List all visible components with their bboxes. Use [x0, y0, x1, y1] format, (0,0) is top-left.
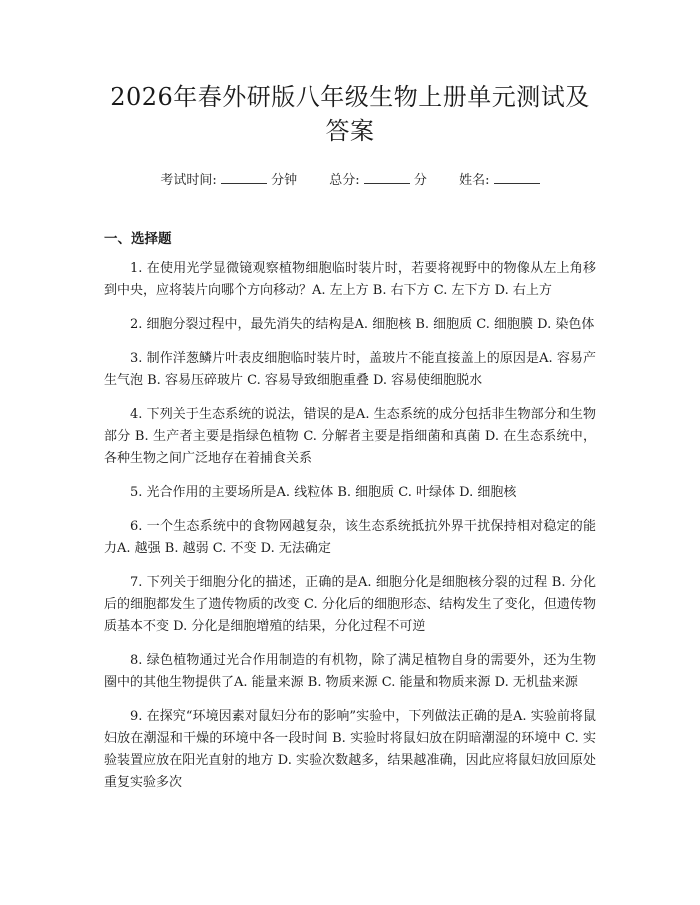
exam-time-label: 考试时间:	[160, 173, 217, 188]
exam-time-unit: 分钟	[271, 173, 298, 188]
question-item: 4. 下列关于生态系统的说法，错误的是A. 生态系统的成分包括非生物部分和生物部分 B. 生产者主要是指绿色植物 C. 分解者主要是指细菌和真菌 D. 在生态系统中，各种生物之间广泛地存在着捕食关系	[104, 407, 596, 466]
question-item: 2. 细胞分裂过程中，最先消失的结构是A. 细胞核 B. 细胞质 C. 细胞膜 D. 染色体	[130, 317, 595, 332]
question-item: 3. 制作洋葱鳞片叶表皮细胞临时装片时，盖玻片不能直接盖上的原因是A. 容易产生气泡 B. 容易压碎玻片 C. 容易导致细胞重叠 D. 容易使细胞脱水	[104, 351, 596, 388]
section-heading: 一、选择题	[104, 231, 172, 247]
question-item: 9. 在探究“环境因素对鼠妇分布的影响”实验中，下列做法正确的是A. 实验前将鼠妇放在潮湿和干燥的环境中各一段时间 B. 实验时将鼠妇放在阴暗潮湿的环境中 C. 实验装置应放在阳光直射的地方 D. 实验次数越多，结果越准确，因此应将鼠妇放回原处重复实验多次	[104, 709, 596, 790]
exam-time-field	[160, 170, 297, 190]
question-list	[104, 258, 596, 806]
total-score-blank	[364, 170, 410, 184]
total-score-label: 总分:	[329, 173, 360, 188]
document-title: 2026年春外研版八年级生物上册单元测试及答案	[110, 83, 590, 145]
question-item: 5. 光合作用的主要场所是A. 线粒体 B. 细胞质 C. 叶绿体 D. 细胞核	[130, 485, 517, 500]
total-score-unit: 分	[413, 173, 427, 188]
exam-info-line	[0, 170, 700, 190]
question-item: 6. 一个生态系统中的食物网越复杂，该生态系统抵抗外界干扰保持相对稳定的能力A. 越强 B. 越弱 C. 不变 D. 无法确定	[104, 519, 596, 556]
total-score-field	[329, 170, 427, 190]
student-name-blank	[494, 170, 540, 184]
exam-time-blank	[221, 170, 267, 184]
student-name-field	[459, 170, 540, 190]
question-item: 1. 在使用光学显微镜观察植物细胞临时装片时，若要将视野中的物像从左上角移到中央，应将装片向哪个方向移动？A. 左上方 B. 右下方 C. 左下方 D. 右上方	[104, 261, 596, 298]
question-item: 7. 下列关于细胞分化的描述，正确的是A. 细胞分化是细胞核分裂的过程 B. 分化后的细胞都发生了遗传物质的改变 C. 分化后的细胞形态、结构发生了变化，但遗传物质基本不变 D. 分化是细胞增殖的结果，分化过程不可逆	[104, 575, 596, 634]
question-item: 8. 绿色植物通过光合作用制造的有机物，除了满足植物自身的需要外，还为生物圈中的其他生物提供了A. 能量来源 B. 物质来源 C. 能量和物质来源 D. 无机盐来源	[104, 653, 596, 690]
student-name-label: 姓名:	[459, 173, 490, 188]
